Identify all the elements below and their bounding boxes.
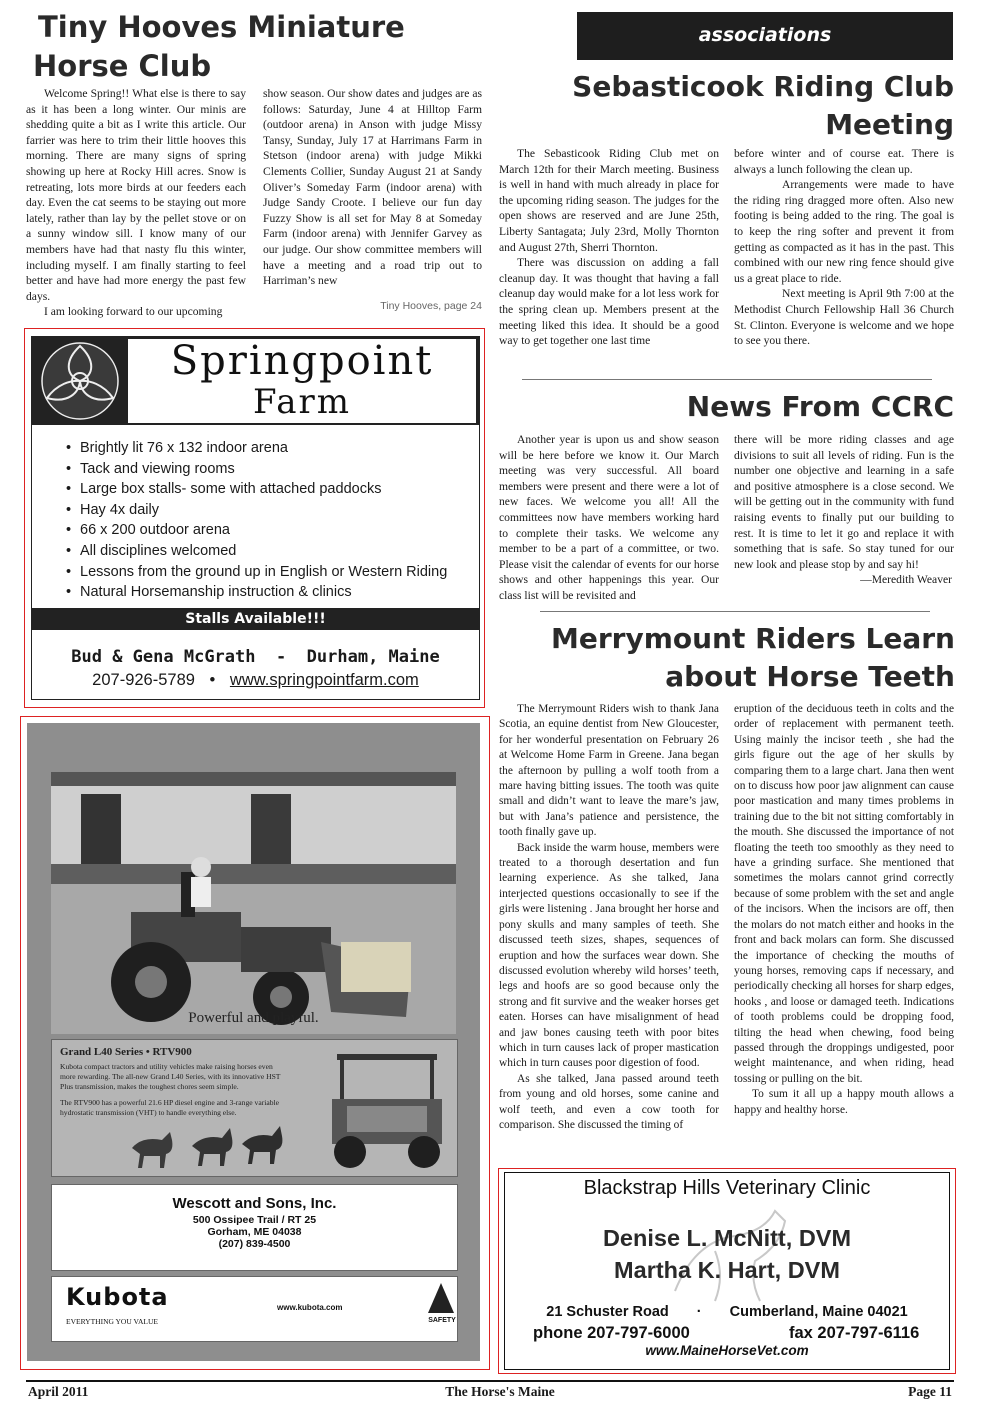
sebasticook-paragraph: There was discussion on adding a fall cleanup day. It was thought that having a fall cleanup day would make for a lot less work for the spring clean up. Members present at the meeting liked this idea. It should be a good way to get together one last time (499, 256, 719, 348)
ccrc-title: News From CCRC (686, 390, 954, 423)
safety-logo (428, 1283, 454, 1313)
merrymount-title-line-1: Merrymount Riders Learn (550, 622, 955, 655)
horse-sketch-watermark (655, 1201, 815, 1311)
sebasticook-paragraph: Arrangements were made to have the riding ring dragged more often. Also new footing is being added to the ring. The goal is to keep the ring softer and prevent it from getting as compacted as it has in the past. This combined with our new ring fence should give us a great place to ride. (734, 178, 954, 285)
sebasticook-paragraph: Next meeting is April 9th 7:00 at the Methodist Church Fellowship Hall 36 Church St. Clinton. Everyone is welcome and we hope to see you there. (734, 287, 954, 348)
vet-city: Cumberland, Maine 04021 (729, 1304, 908, 1320)
feature-item: • All disciplines welcomed (66, 542, 237, 559)
section-divider (522, 379, 932, 380)
associations-banner: associations (577, 12, 953, 60)
barn-roof (51, 772, 456, 786)
merrymount-title-line-2: about Horse Teeth (665, 660, 955, 693)
springpoint-owners: Bud & Gena McGrath - Durham, Maine (71, 647, 440, 667)
vet-clinic-name: Blackstrap Hills Veterinary Clinic (583, 1177, 871, 1199)
ccrc-column-2 (734, 432, 954, 588)
footer-date: April 2011 (28, 1384, 89, 1399)
section-divider (540, 611, 930, 612)
vet-doctor-1: Denise L. McNitt, DVM (602, 1225, 852, 1251)
kubota-logo: Kubota (66, 1283, 169, 1311)
safety-label: SAFETY (428, 1317, 456, 1324)
feature-item: • Brightly lit 76 x 132 indoor arena (66, 440, 288, 456)
merrymount-paragraph: To sum it all up a happy mouth allows a happy and healthy horse. (734, 1088, 954, 1116)
tractor-illustration (91, 832, 421, 1032)
kubota-description-2: The RTV900 has a powerful 21.6 HP diesel engine and 3-range variable hydrostatic transmission (VHT) to handle everything else. (60, 1098, 279, 1117)
ccrc-paragraph: there will be more riding classes and age divisions to suit all levels of riding. Fun is the number one objective and learning in a safe and positive atmosphere is a close second. We will be getting out in the community with fund raising events to finally put our building to rest. It is time to let it go and replace it with something that is safe. So stay tuned for our new look and please stop by and say hi! (734, 433, 954, 571)
dealer-phone[interactable]: (207) 839-4500 (218, 1238, 291, 1250)
sebasticook-title (520, 68, 954, 144)
kubota-slogan: EVERYTHING YOU VALUE (66, 1317, 158, 1326)
springpoint-logo-text (128, 339, 476, 423)
dealer-name: Wescott and Sons, Inc. (172, 1195, 337, 1212)
footer-page-number: Page 11 (908, 1384, 952, 1399)
vet-address (505, 1304, 949, 1320)
tiny-hooves-title-line-2: Horse Club (33, 49, 212, 83)
footer-rule (26, 1380, 954, 1382)
tiny-hooves-paragraph: show season. Our show dates and judges are as follows: Saturday, June 4 at Hilltop Farm (outdoor arena) in Anson with judge Missy Tansy, Sunday, July 17 at Harrimans Farm in Stetson (indoor arena) with judge Mikki Clements Collier, Sunday August 21 at Sandy Oliver’s Someday Farm (indoor arena) with Judge Sandy Croote. I believe our fun day Fuzzy Show is all set for May 8 at Someday Farm (indoor arena) with Jennifer Garvey as our judge. Our show committee members will have a meeting and a road trip out to Harriman’s new (263, 87, 482, 288)
vet-website-link[interactable]: www.MaineHorseVet.com (645, 1343, 809, 1358)
stalls-available-banner: Stalls Available!!! (32, 608, 479, 630)
merrymount-column-2 (734, 702, 954, 1118)
tiny-hooves-paragraph: Welcome Spring!! What else is there to say as it has been a long winter. Our minis are shedding quite a bit as I write this article. Our farrier was here to trim their little hooves this morning. There are many signs of spring showing up here at Rocky Hill acres. Snow is retreating, lots more birds at our feeders each day. Even the cat seems to be staying out more lately, rather than lay by the pellet stove or on a sunny window sill. I know many of our members have had that nasty flu this winter, including myself. I am finally starting to feel better and have had more energy the past few days. (26, 87, 246, 303)
sebasticook-title-line-2: Meeting (825, 108, 954, 141)
vet-ad (504, 1172, 950, 1370)
utility-vehicle-illustration (322, 1044, 452, 1172)
merrymount-paragraph: eruption of the deciduous teeth in colts and the order of replacement with permanent teeth. Using mainly the incisor teeth , she had the girls figure out the age of her skulls by comparing them to a large chart. Jana then went on to discuss how poor jaw alignment can cause poor mastication and many times problems in training due to the bit not sitting comfortably in the mouth. She discussed the importance of not floating the teeth too smoothly as they need to have a grinding surface. She mentioned that sometimes the molars cannot grind correctly because of some problem with the set and angle of the incisors. When the incisors are off, then the molars do not match either and hooks in the front and back molars can form. She discussed the importance of checking the mouths of young horses, removing caps if necessary, and periodically checking all horses for sharp edges, hooks , and loose or damaged teeth. Indications of tooth problems could be dropping food, tilting the head when chewing, food being passed through the droppings undigested, poor weight maintenance, and when riding, head tossing or pulling on the bit. (734, 703, 954, 1085)
feature-item: • Lessons from the ground up in English or Western Riding (66, 563, 448, 580)
merrymount-paragraph: As she talked, Jana passed around teeth from young and old horses, some canine and wolf teeth, and even a cow tooth for comparison. She discussed the timing of (499, 1072, 719, 1131)
kubota-ad (27, 723, 480, 1361)
springpoint-website-link[interactable]: www.springpointfarm.com (229, 671, 419, 689)
sebasticook-column-2 (734, 146, 954, 349)
feature-item: • 66 x 200 outdoor arena (66, 522, 230, 539)
feature-item: • Hay 4x daily (66, 501, 159, 518)
kubota-description-1: Kubota compact tractors and utility vehicles make raising horses even more rewarding. The all-new Grand L40 Series, with its innovative HST Plus transmission, makes the toughest chores seem simple. (60, 1062, 281, 1091)
horses-illustration (122, 1118, 292, 1170)
feature-item: • Natural Horsemanship instruction & clinics (66, 584, 352, 601)
celtic-knot-logo (35, 340, 125, 422)
kubota-website-link[interactable]: www.kubota.com (277, 1303, 343, 1312)
ccrc-column-1 (499, 432, 719, 604)
springpoint-phone[interactable]: 207-926-5789 (92, 671, 195, 689)
sebasticook-paragraph: The Sebasticook Riding Club met on March 12th for their March meeting. Business is well in hand with much already in place for the upcoming riding season. The judges for the open shows are reserved and are June 25th, Liberty Santagata; July 23rd, Molly Thornton and August 27th, Sherri Thornton. (499, 147, 719, 254)
ccrc-paragraph: Another year is upon us and show season will be here before we know it. Our March meeting was very successful. All board members were present and there were a lot of new faces. We welcome you all! All the committees now have members working hard to complete their tasks. We welcome any member to be a part of a committee, or two. Please visit the calendar of events for our horse shows and other happenings this year. Our class list will be revisited and (499, 433, 719, 602)
dealer-address-2: Gorham, ME 04038 (207, 1226, 302, 1238)
vet-doctor-2: Martha K. Hart, DVM (614, 1257, 840, 1283)
tractor-photo (51, 772, 456, 1034)
tiny-hooves-continued-link[interactable]: Tiny Hooves, page 24 (380, 300, 482, 312)
feature-item: • Large box stalls- some with attached paddocks (66, 481, 382, 498)
tiny-hooves-title (33, 8, 498, 86)
sebasticook-column-1 (499, 146, 719, 349)
springpoint-logo-line-2: Farm (252, 382, 352, 422)
springpoint-logo-line-1: Springpoint (170, 338, 434, 384)
vet-address-separator: · (696, 1304, 702, 1320)
springpoint-contact (32, 671, 479, 690)
kubota-product-panel (51, 1039, 458, 1177)
vet-street: 21 Schuster Road (546, 1304, 669, 1320)
merrymount-paragraph: Back inside the warm house, members were treated to a thorough desertation and fun learning experience. As she talked, Jana interjected questions occasionally to see if the girls were listening . Jana brought her horse and pony skulls and many samples of teeth. She discussed teeth sizes, shapes, sequences of eruption and how the surfaces wear down. She discussed evolution whereby wild horses’ teeth, legs and hoofs are so good because only the strong and fit survive and the weaker horses get eaten. Horses can have misalignment of head and jaw bones causing teeth with poor bites which in turn causes lack of proper mastication which in turn causes poor digestion of food. (499, 841, 719, 1070)
ccrc-signature: —Meredith Weaver (860, 573, 952, 587)
springpoint-feature-list (66, 438, 476, 603)
dealer-panel (51, 1184, 458, 1271)
tiny-hooves-column-2 (263, 86, 482, 289)
tiny-hooves-column-1 (26, 86, 246, 320)
merrymount-title (500, 620, 955, 696)
vet-fax: fax 207-797-6116 (789, 1324, 920, 1342)
tiny-hooves-paragraph: I am looking forward to our upcoming (44, 305, 223, 319)
dealer-address-1: 500 Ossipee Trail / RT 25 (192, 1214, 317, 1226)
sebasticook-paragraph: before winter and of course eat. There is always a lunch following the clean up. (734, 147, 954, 176)
kubota-series: Grand L40 Series • RTV900 (60, 1046, 192, 1058)
springpoint-separator: • (209, 671, 216, 689)
kubota-tagline: Powerful and playful. (188, 1010, 319, 1026)
sebasticook-title-line-1: Sebasticook Riding Club (572, 70, 954, 103)
footer-publication: The Horse's Maine (445, 1384, 555, 1399)
tiny-hooves-title-line-1: Tiny Hooves Miniature (38, 10, 405, 44)
feature-item: • Tack and viewing rooms (66, 460, 235, 477)
merrymount-paragraph: The Merrymount Riders wish to thank Jana Scotia, an equine dentist from New Gloucester, for her wonderful presentation on February 26 at Welcome Home Farm in Greene. Jana began the afternoon by pulling a wolf tooth from a mare having bitting issues. The tooth was quite small and didn’t want to leave the mare’s jaw, but with Jana’s patience and persistence, the tooth finally gave up. (499, 703, 719, 839)
springpoint-ad (31, 336, 480, 700)
vet-phone[interactable]: phone 207-797-6000 (533, 1324, 690, 1342)
kubota-brand-bar (51, 1276, 458, 1342)
merrymount-column-1 (499, 702, 719, 1133)
